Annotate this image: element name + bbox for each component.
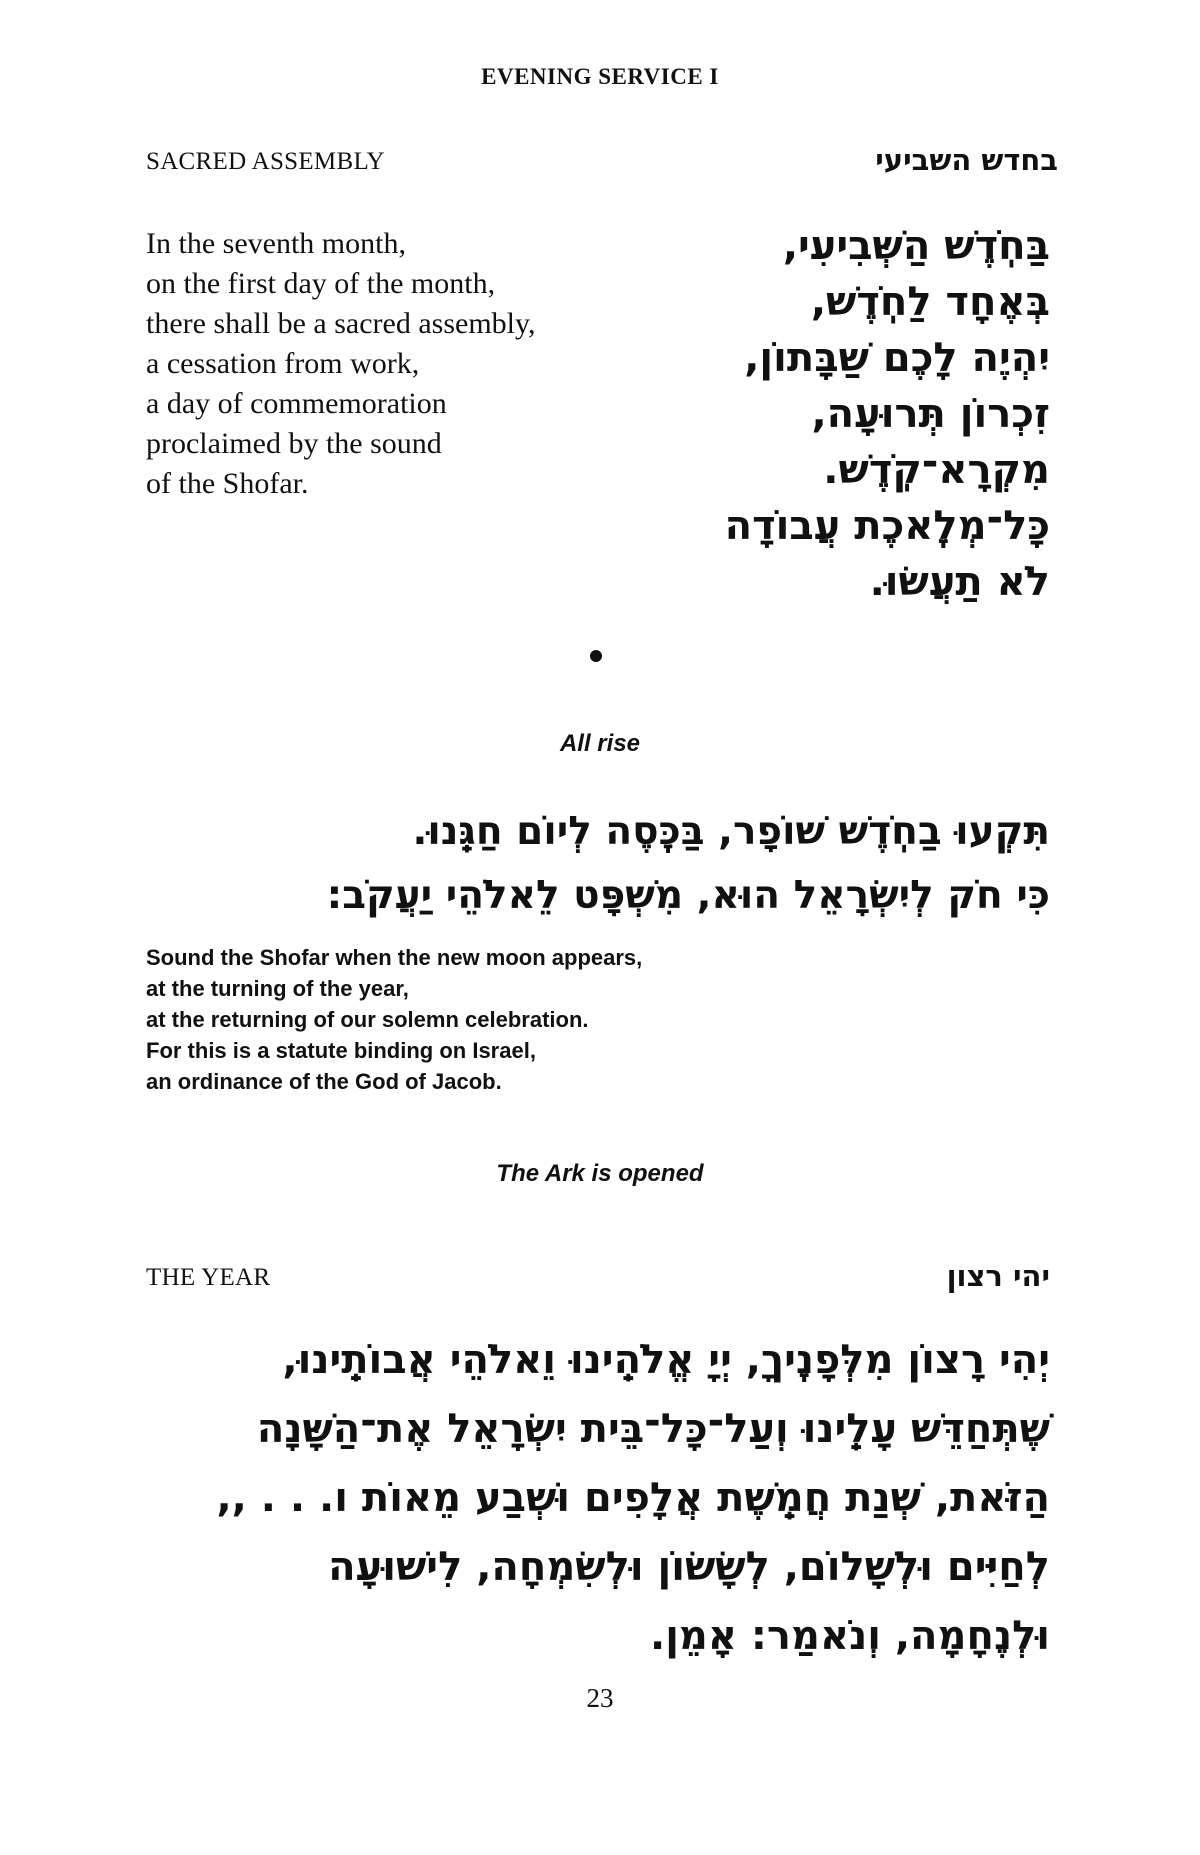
- english-passage-sacred-assembly: [146, 224, 536, 504]
- hebrew-line: זִכְרוֹן תְּרוּעָה,: [811, 391, 1050, 437]
- hebrew-passage-sacred-assembly: [490, 218, 1050, 610]
- english-line: Sound the Shofar when the new moon appears,: [146, 945, 643, 970]
- english-line: at the turning of the year,: [146, 976, 409, 1001]
- section-title-the-year: THE YEAR: [146, 1264, 271, 1291]
- bullet-divider: [590, 650, 602, 662]
- section-title-sacred-assembly: SACRED ASSEMBLY: [146, 148, 385, 175]
- hebrew-line: לֹא תַעֲשׂוּ.: [869, 559, 1050, 605]
- rubric-ark-opened: The Ark is opened: [496, 1160, 704, 1187]
- running-head: EVENING SERVICE I: [481, 64, 719, 89]
- english-line: proclaimed by the sound: [146, 427, 442, 460]
- hebrew-line: הַזֹּאת, שְׁנַת חֲמֵֽשֶׁת אֲלָפִים וּשְׁבַע מֵאוֹת ו. . . ,,: [216, 1475, 1050, 1521]
- rubric-all-rise: All rise: [559, 730, 641, 757]
- hebrew-verse-shofar: [130, 800, 1050, 928]
- hebrew-line: שֶׁתְּחַדֵּשׁ עָלֵֽינוּ וְעַל־כָּל־בֵּית יִשְׂרָאֵל אֶת־הַשָּׁנָה: [256, 1406, 1050, 1452]
- english-line: In the seventh month,: [146, 227, 406, 260]
- hebrew-line: כָּל־מְלֶֽאכֶת עֲבוֹדָה: [724, 503, 1050, 549]
- hebrew-line: בְּאֶחָד לַחֹֽדֶשׁ,: [810, 279, 1050, 325]
- english-line: a day of commemoration: [146, 387, 447, 420]
- hebrew-line: יְהִי רָצוֹן מִלְּפָנֶֽיךָ, יְיָ אֱלֹהֵֽינוּ וֵאלֹהֵי אֲבוֹתֵֽינוּ,: [282, 1337, 1050, 1383]
- hebrew-line: לְחַיִּים וּלְשָׁלוֹם, לְשָׂשׂוֹן וּלְשִׂמְחָה, לִישׁוּעָה: [328, 1544, 1050, 1590]
- page-number: 23: [586, 1683, 614, 1713]
- hebrew-prayer-new-year: [130, 1326, 1050, 1671]
- english-line: on the first day of the month,: [146, 267, 496, 300]
- section-title-hebrew-bachodesh: בחדש השביעי: [875, 143, 1058, 177]
- english-line: at the returning of our solemn celebration.: [146, 1007, 589, 1032]
- hebrew-line: יִהְיֶה לָכֶם שַׁבָּתוֹן,: [744, 335, 1050, 381]
- english-line: an ordinance of the God of Jacob.: [146, 1069, 502, 1094]
- english-line: For this is a statute binding on Israel,: [146, 1038, 536, 1063]
- english-verse-shofar: [146, 942, 642, 1097]
- section-title-hebrew-yehi-ratzon: יהי רצון: [946, 1259, 1050, 1293]
- english-line: a cessation from work,: [146, 347, 420, 380]
- english-line: of the Shofar.: [146, 467, 309, 500]
- hebrew-line: וּלְנֶחָמָה, וְנֹאמַר: אָמֵן.: [650, 1613, 1050, 1659]
- hebrew-line: תִּקְעוּ בַחֹֽדֶשׁ שׁוֹפָר, בַּכֶּֽסֶה לְיוֹם חַגֵּֽנוּ.: [412, 809, 1050, 854]
- hebrew-line: מִקְרָא־קֹֽדֶשׁ.: [823, 447, 1050, 493]
- hebrew-line: בַּחֹֽדֶשׁ הַשְּׁבִיעִי,: [782, 223, 1050, 269]
- hebrew-line: כִּי חֹק לְיִשְׂרָאֵל הוּא, מִשְׁפָּט לֵאלֹהֵי יַעֲקֹב:: [326, 873, 1050, 918]
- english-line: there shall be a sacred assembly,: [146, 307, 536, 340]
